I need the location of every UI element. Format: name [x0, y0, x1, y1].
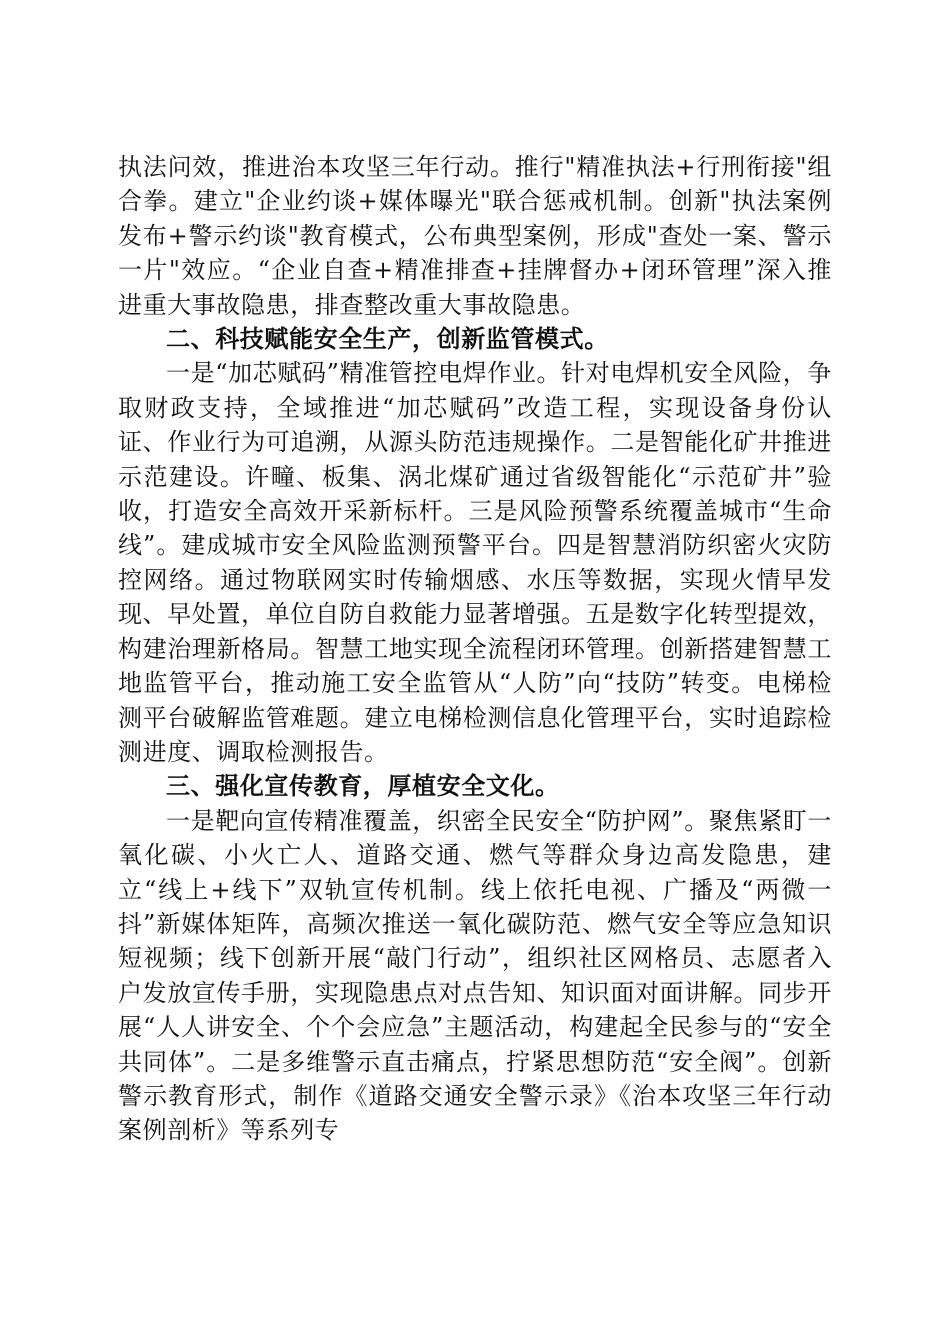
document-page	[118, 150, 832, 1148]
paragraph-continuation: 执法问效，推进治本攻坚三年行动。推行"精准执法+行刑衔接"组合拳。建立"企业约谈+媒体曝光"联合惩戒机制。创新"执法案例发布+警示约谈"教育模式，公布典型案例，形成"查处一案、警示一片"效应。“企业自查+精准排查+挂牌督办+闭环管理”深入推进重大事故隐患，排查整改重大事故隐患。	[118, 153, 832, 319]
paragraph-technology: 一是“加芯赋码”精准管控电焊作业。针对电焊机安全风险，争取财政支持，全域推进“加芯赋码”改造工程，实现设备身份认证、作业行为可追溯，从源头防范违规操作。二是智能化矿井推进示范建设。许疃、板集、涡北煤矿通过省级智能化“示范矿井”验收，打造安全高效开采新标杆。三是风险预警系统覆盖城市“生命线”。建成城市安全风险监测预警平台。四是智慧消防织密火灾防控网络。通过物联网实时传输烟感、水压等数据，实现火情早发现、早处置，单位自防自救能力显著增强。五是数字化转型提效，构建治理新格局。智慧工地实现全流程闭环管理。创新搭建智慧工地监管平台，推动施工安全监管从“人防”向“技防”转变。电梯检测平台破解监管难题。建立电梯检测信息化管理平台，实时追踪检测进度、调取检测报告。	[118, 359, 832, 766]
section-heading-three: 三、强化宣传教育，厚植安全文化。	[166, 772, 560, 801]
section-heading-two: 二、科技赋能安全生产，创新监管模式。	[166, 325, 609, 354]
paragraph-education: 一是靶向宣传精准覆盖，织密全民安全“防护网”。聚焦紧盯一氧化碳、小火亡人、道路交通、燃气等群众身边高发隐患，建立“线上+线下”双轨宣传机制。线上依托电视、广播及“两微一抖”新媒体矩阵，高频次推送一氧化碳防范、燃气安全等应急知识短视频；线下创新开展“敲门行动”，组织社区网格员、志愿者入户发放宣传手册，实现隐患点对点告知、知识面对面讲解。同步开展“人人讲安全、个个会应急”主题活动，构建起全民参与的“安全共同体”。二是多维警示直击痛点，拧紧思想防范“安全阀”。创新警示教育形式，制作《道路交通安全警示录》《治本攻坚三年行动案例剖析》等系列专	[118, 806, 832, 1145]
